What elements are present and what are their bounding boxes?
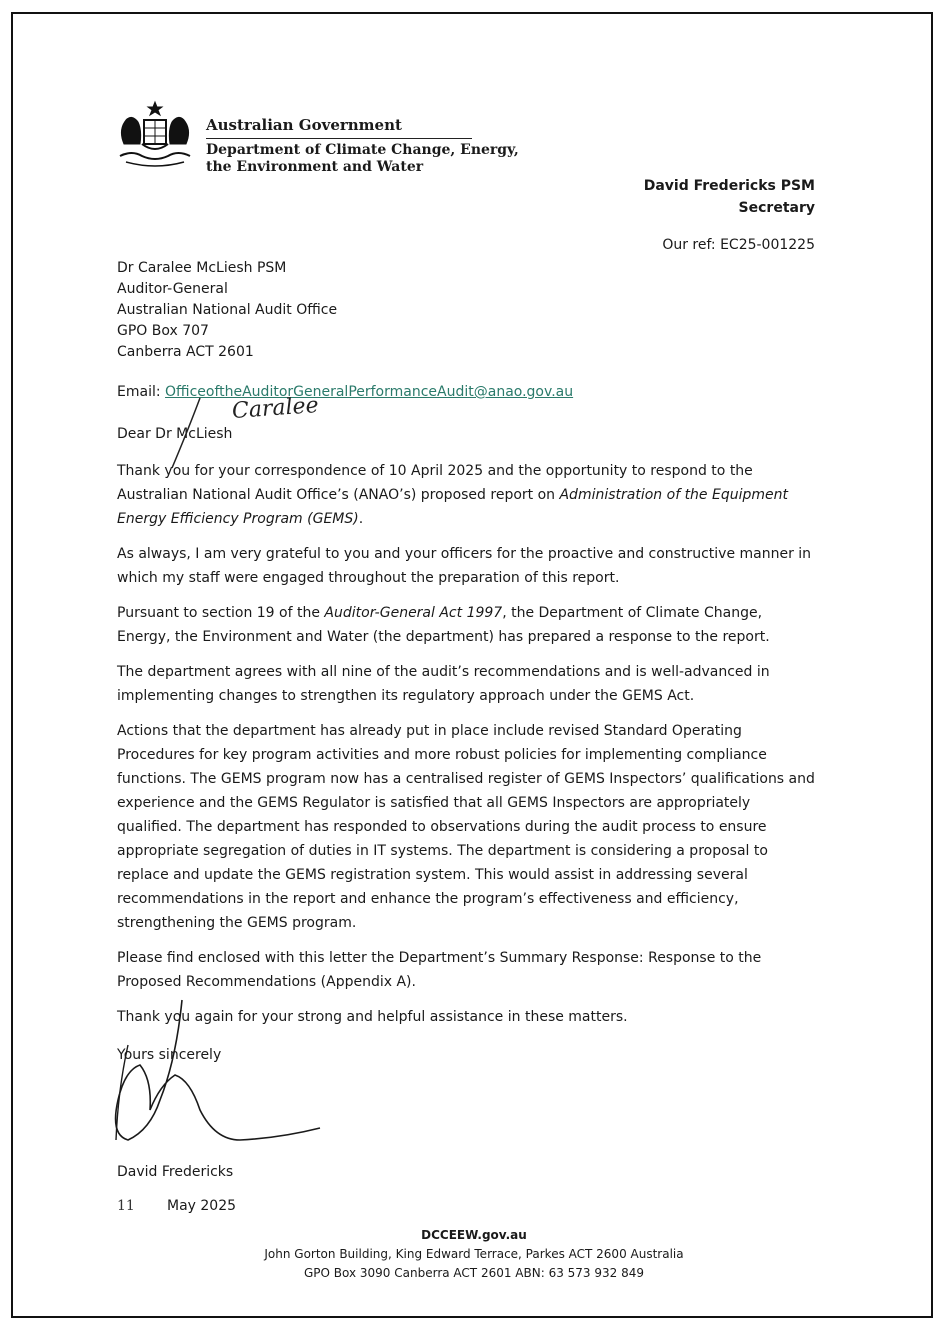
paragraph-3: Pursuant to section 19 of the Auditor-General Act 1997, the Department of Climate Change, Energy, the Environment and Water (the department) has prepared a response to the report. xyxy=(117,605,770,645)
footer-website: DCCEEW.gov.au xyxy=(421,1228,527,1242)
paragraph-7: Thank you again for your strong and helpful assistance in these matters. xyxy=(117,1009,628,1025)
page-footer xyxy=(0,1226,948,1283)
sender-block xyxy=(644,175,815,219)
letter-date xyxy=(117,1198,236,1214)
handwritten-first-name: Caralee xyxy=(231,393,320,424)
reference-number: Our ref: EC25-001225 xyxy=(662,237,815,253)
recipient-name: Dr Caralee McLiesh PSM xyxy=(117,260,287,276)
sender-title: Secretary xyxy=(738,200,815,216)
salutation: Dear Dr McLiesh xyxy=(117,426,233,442)
paragraph-1: Thank you for your correspondence of 10 April 2025 and the opportunity to respond to the Australian National Audit Office’s (ANAO’s) proposed report on Administration of the Equipment Energy Efficiency Program (GEMS). xyxy=(117,463,788,527)
email-line xyxy=(117,384,573,400)
paragraph-5: Actions that the department has already put in place include revised Standard Operating Procedures for key program activities and more robust policies for implementing compliance functions. The GEMS program now has a centralised register of GEMS Inspectors’ qualifications and experience and the GEMS Regulator is satisfied that all GEMS Inspectors are appropriately qualified. The department has responded to observations during the audit process to ensure appropriate segregation of duties in IT systems. The department is considering a proposal to replace and update the GEMS registration system. This would assist in addressing several recommendations in the report and enhance the program’s effectiveness and efficiency, strengthening the GEMS program. xyxy=(117,723,815,931)
closing: Yours sincerely xyxy=(117,1047,222,1063)
letterhead-rule xyxy=(206,138,472,139)
date-month: May 2025 xyxy=(167,1198,237,1214)
footer-postal: GPO Box 3090 Canberra ACT 2601 ABN: 63 573 932 849 xyxy=(303,1266,644,1280)
sender-name: David Fredericks PSM xyxy=(643,178,815,194)
department-name-line1: Department of Climate Change, Energy, xyxy=(206,142,519,158)
coat-of-arms-icon xyxy=(112,100,198,170)
email-link[interactable]: OfficeoftheAuditorGeneralPerformanceAudit@anao.gov.au xyxy=(165,384,574,400)
signatory-name: David Fredericks xyxy=(117,1164,234,1180)
government-letterhead xyxy=(206,116,519,176)
recipient-title: Auditor-General xyxy=(117,281,228,297)
recipient-city: Canberra ACT 2601 xyxy=(117,344,254,360)
recipient-address xyxy=(117,258,337,363)
paragraph-6: Please find enclosed with this letter the Department’s Summary Response: Response to the Proposed Recommendations (Appendix A). xyxy=(117,950,762,990)
handwritten-day: 11 xyxy=(117,1198,135,1214)
footer-address: John Gorton Building, King Edward Terrace, Parkes ACT 2600 Australia xyxy=(264,1247,684,1261)
recipient-po-box: GPO Box 707 xyxy=(117,323,209,339)
government-name: Australian Government xyxy=(206,116,402,134)
letter-body xyxy=(117,459,817,1040)
recipient-organisation: Australian National Audit Office xyxy=(117,302,338,318)
email-label: Email: xyxy=(117,384,161,400)
paragraph-4: The department agrees with all nine of the audit’s recommendations and is well-advanced in implementing changes to strengthen its regulatory approach under the GEMS Act. xyxy=(117,664,770,704)
department-name-line2: the Environment and Water xyxy=(206,159,424,175)
paragraph-2: As always, I am very grateful to you and your officers for the proactive and constructive manner in which my staff were engaged throughout the preparation of this report. xyxy=(117,546,812,586)
